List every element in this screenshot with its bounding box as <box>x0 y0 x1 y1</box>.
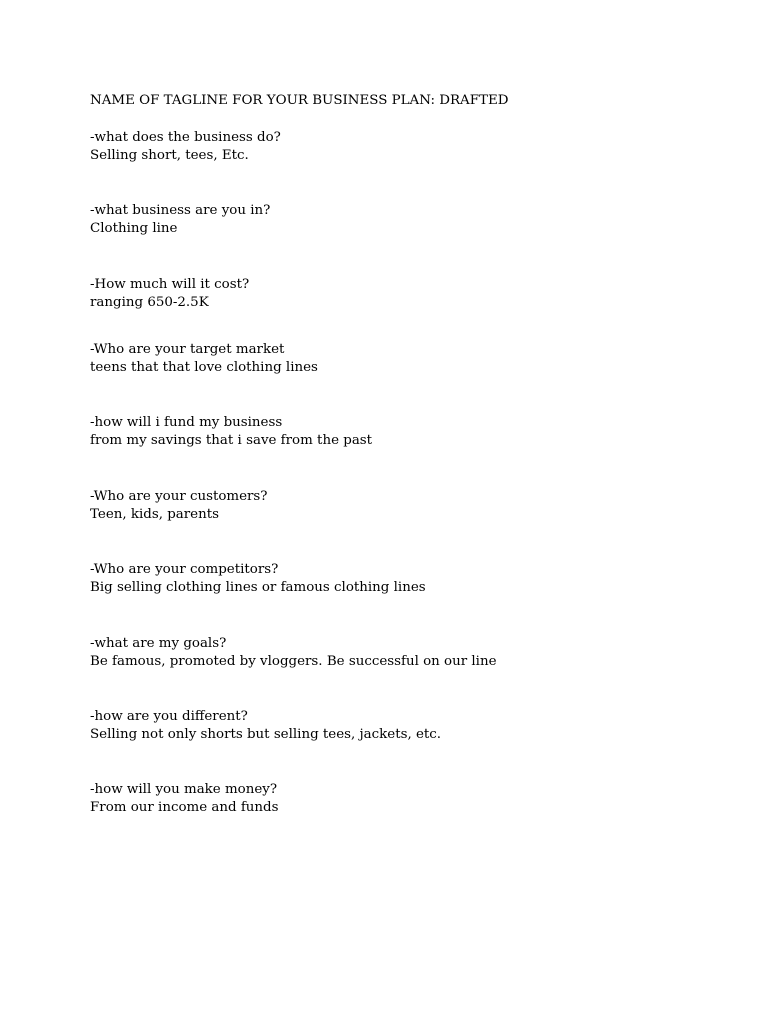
qa-item-customers <box>90 488 730 524</box>
question: -what does the business do? <box>90 130 281 145</box>
qa-item-business-purpose <box>90 129 730 165</box>
question: -Who are your target market <box>90 342 285 357</box>
qa-item-differentiation <box>90 708 730 744</box>
question: -how are you different? <box>90 709 248 724</box>
question: -what business are you in? <box>90 203 271 218</box>
answer: teens that that love clothing lines <box>90 360 318 375</box>
answer: Clothing line <box>90 221 178 236</box>
qa-item-goals <box>90 635 730 671</box>
answer: ranging 650-2.5K <box>90 295 209 310</box>
answer: Be famous, promoted by vloggers. Be successful on our line <box>90 654 497 669</box>
question: -Who are your customers? <box>90 489 268 504</box>
qa-item-target-market <box>90 341 730 377</box>
question: -How much will it cost? <box>90 277 250 292</box>
question: -what are my goals? <box>90 636 227 651</box>
qa-item-business-type <box>90 202 730 238</box>
answer: from my savings that i save from the past <box>90 433 373 448</box>
answer: Teen, kids, parents <box>90 507 219 522</box>
question: -Who are your competitors? <box>90 562 279 577</box>
answer: Selling not only shorts but selling tees, jackets, etc. <box>90 727 442 742</box>
qa-item-cost <box>90 276 730 312</box>
qa-item-competitors <box>90 561 730 597</box>
answer: From our income and funds <box>90 800 279 815</box>
question: -how will you make money? <box>90 782 278 797</box>
answer: Selling short, tees, Etc. <box>90 148 249 163</box>
question: -how will i fund my business <box>90 415 283 430</box>
qa-item-revenue <box>90 781 730 817</box>
qa-item-funding <box>90 414 730 450</box>
document-title: NAME OF TAGLINE FOR YOUR BUSINESS PLAN: DRAFTED <box>90 93 509 108</box>
answer: Big selling clothing lines or famous clothing lines <box>90 580 426 595</box>
